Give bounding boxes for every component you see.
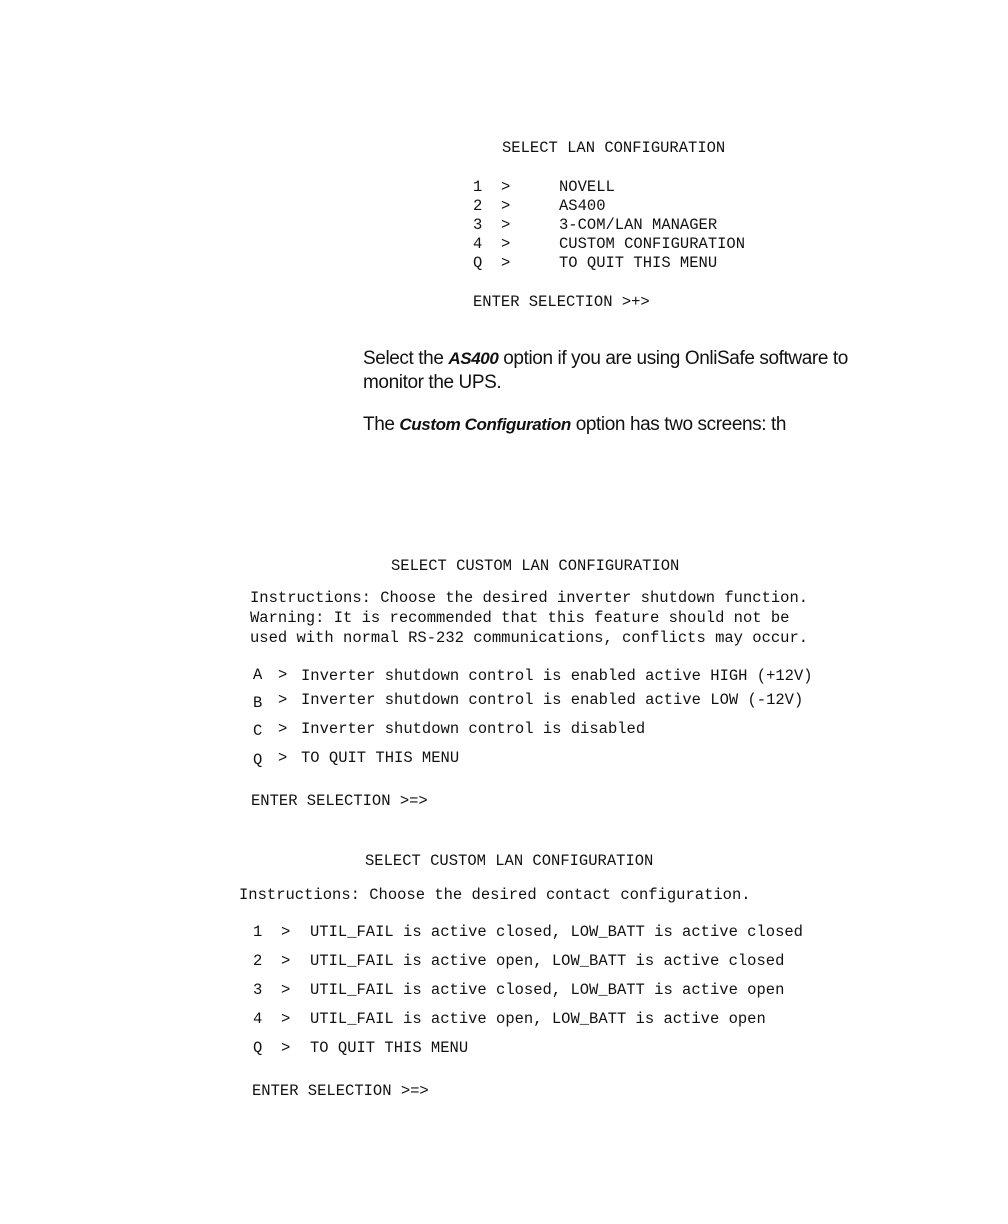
paragraph-text: Select the	[363, 348, 449, 369]
selection-prompt[interactable]: ENTER SELECTION >+>	[473, 293, 650, 311]
menu-item[interactable]	[473, 235, 482, 254]
menu-item-label: UTIL_FAIL is active open, LOW_BATT is active closed	[310, 952, 785, 970]
menu-item-sep: >	[281, 923, 291, 941]
menu-item-key: Q	[473, 254, 483, 272]
paragraph-text: The	[363, 414, 400, 435]
menu-item-sep: >	[278, 666, 288, 684]
menu-item-sep: >	[281, 952, 291, 970]
menu-item-sep: >	[281, 1010, 291, 1028]
menu-item-label: TO QUIT THIS MENU	[559, 254, 718, 272]
paragraph-text: monitor the UPS.	[363, 372, 502, 393]
menu-item-label: UTIL_FAIL is active closed, LOW_BATT is active open	[310, 981, 785, 999]
menu-item-key[interactable]: A	[253, 666, 263, 684]
menu-item-key[interactable]: B	[253, 694, 263, 712]
menu-item-sep: >	[278, 749, 288, 767]
menu-item[interactable]	[473, 178, 482, 197]
menu-item-key[interactable]: 3	[253, 981, 263, 999]
custom-config-paragraph	[363, 413, 923, 437]
menu-item-sep: >	[278, 691, 288, 709]
menu-item[interactable]	[473, 216, 482, 235]
menu-item-label: NOVELL	[559, 178, 615, 196]
as400-paragraph	[363, 347, 923, 395]
menu-item-sep: >	[501, 216, 511, 234]
menu-item-label: UTIL_FAIL is active open, LOW_BATT is active open	[310, 1010, 766, 1028]
menu-item-label: Inverter shutdown control is enabled active LOW (-12V)	[301, 691, 804, 709]
menu-item-label: Inverter shutdown control is disabled	[301, 720, 646, 738]
paragraph-text: option has two screens: th	[570, 414, 787, 435]
paragraph-bold: Custom Configuration	[399, 415, 571, 434]
menu-item-sep: >	[501, 254, 511, 272]
warning-line: Warning: It is recommended that this feature should not be	[250, 609, 790, 627]
menu-item[interactable]	[473, 197, 482, 216]
menu-item-key: 4	[473, 235, 483, 253]
lan-config-title: SELECT LAN CONFIGURATION	[502, 139, 726, 157]
instructions-line: Instructions: Choose the desired inverter shutdown function.	[250, 589, 809, 607]
paragraph-text: option if you are using OnliSafe software to	[498, 348, 848, 369]
menu-item-key[interactable]: 2	[253, 952, 263, 970]
paragraph-bold: AS400	[448, 349, 499, 368]
menu-item-sep: >	[501, 178, 511, 196]
menu-item-sep: >	[501, 197, 511, 215]
menu-item-label: TO QUIT THIS MENU	[301, 749, 460, 767]
menu-item-key: 3	[473, 216, 483, 234]
menu-item-sep: >	[281, 981, 291, 999]
menu-item-key[interactable]: C	[253, 722, 263, 740]
menu-item[interactable]	[473, 254, 482, 273]
custom-config-title: SELECT CUSTOM LAN CONFIGURATION	[391, 557, 680, 575]
menu-item-key: 2	[473, 197, 483, 215]
menu-item-sep: >	[278, 720, 288, 738]
instructions-line: Instructions: Choose the desired contact configuration.	[239, 886, 751, 904]
menu-item-key: 1	[473, 178, 483, 196]
menu-item-label: TO QUIT THIS MENU	[310, 1039, 469, 1057]
menu-item-key[interactable]: Q	[253, 1039, 263, 1057]
menu-item-sep: >	[501, 235, 511, 253]
menu-item-key[interactable]: 1	[253, 923, 263, 941]
menu-item-key[interactable]: 4	[253, 1010, 263, 1028]
selection-prompt[interactable]: ENTER SELECTION >=>	[251, 792, 428, 810]
selection-prompt[interactable]: ENTER SELECTION >=>	[252, 1082, 429, 1100]
menu-item-label: 3-COM/LAN MANAGER	[559, 216, 718, 234]
menu-item-label: UTIL_FAIL is active closed, LOW_BATT is active closed	[310, 923, 803, 941]
menu-item-sep: >	[281, 1039, 291, 1057]
custom-config-title: SELECT CUSTOM LAN CONFIGURATION	[365, 852, 654, 870]
menu-item-key[interactable]: Q	[253, 751, 263, 769]
menu-item-label: CUSTOM CONFIGURATION	[559, 235, 746, 253]
menu-item-label: AS400	[559, 197, 606, 215]
menu-item-label: Inverter shutdown control is enabled active HIGH (+12V)	[301, 667, 813, 685]
warning-line: used with normal RS-232 communications, conflicts may occur.	[250, 629, 809, 647]
